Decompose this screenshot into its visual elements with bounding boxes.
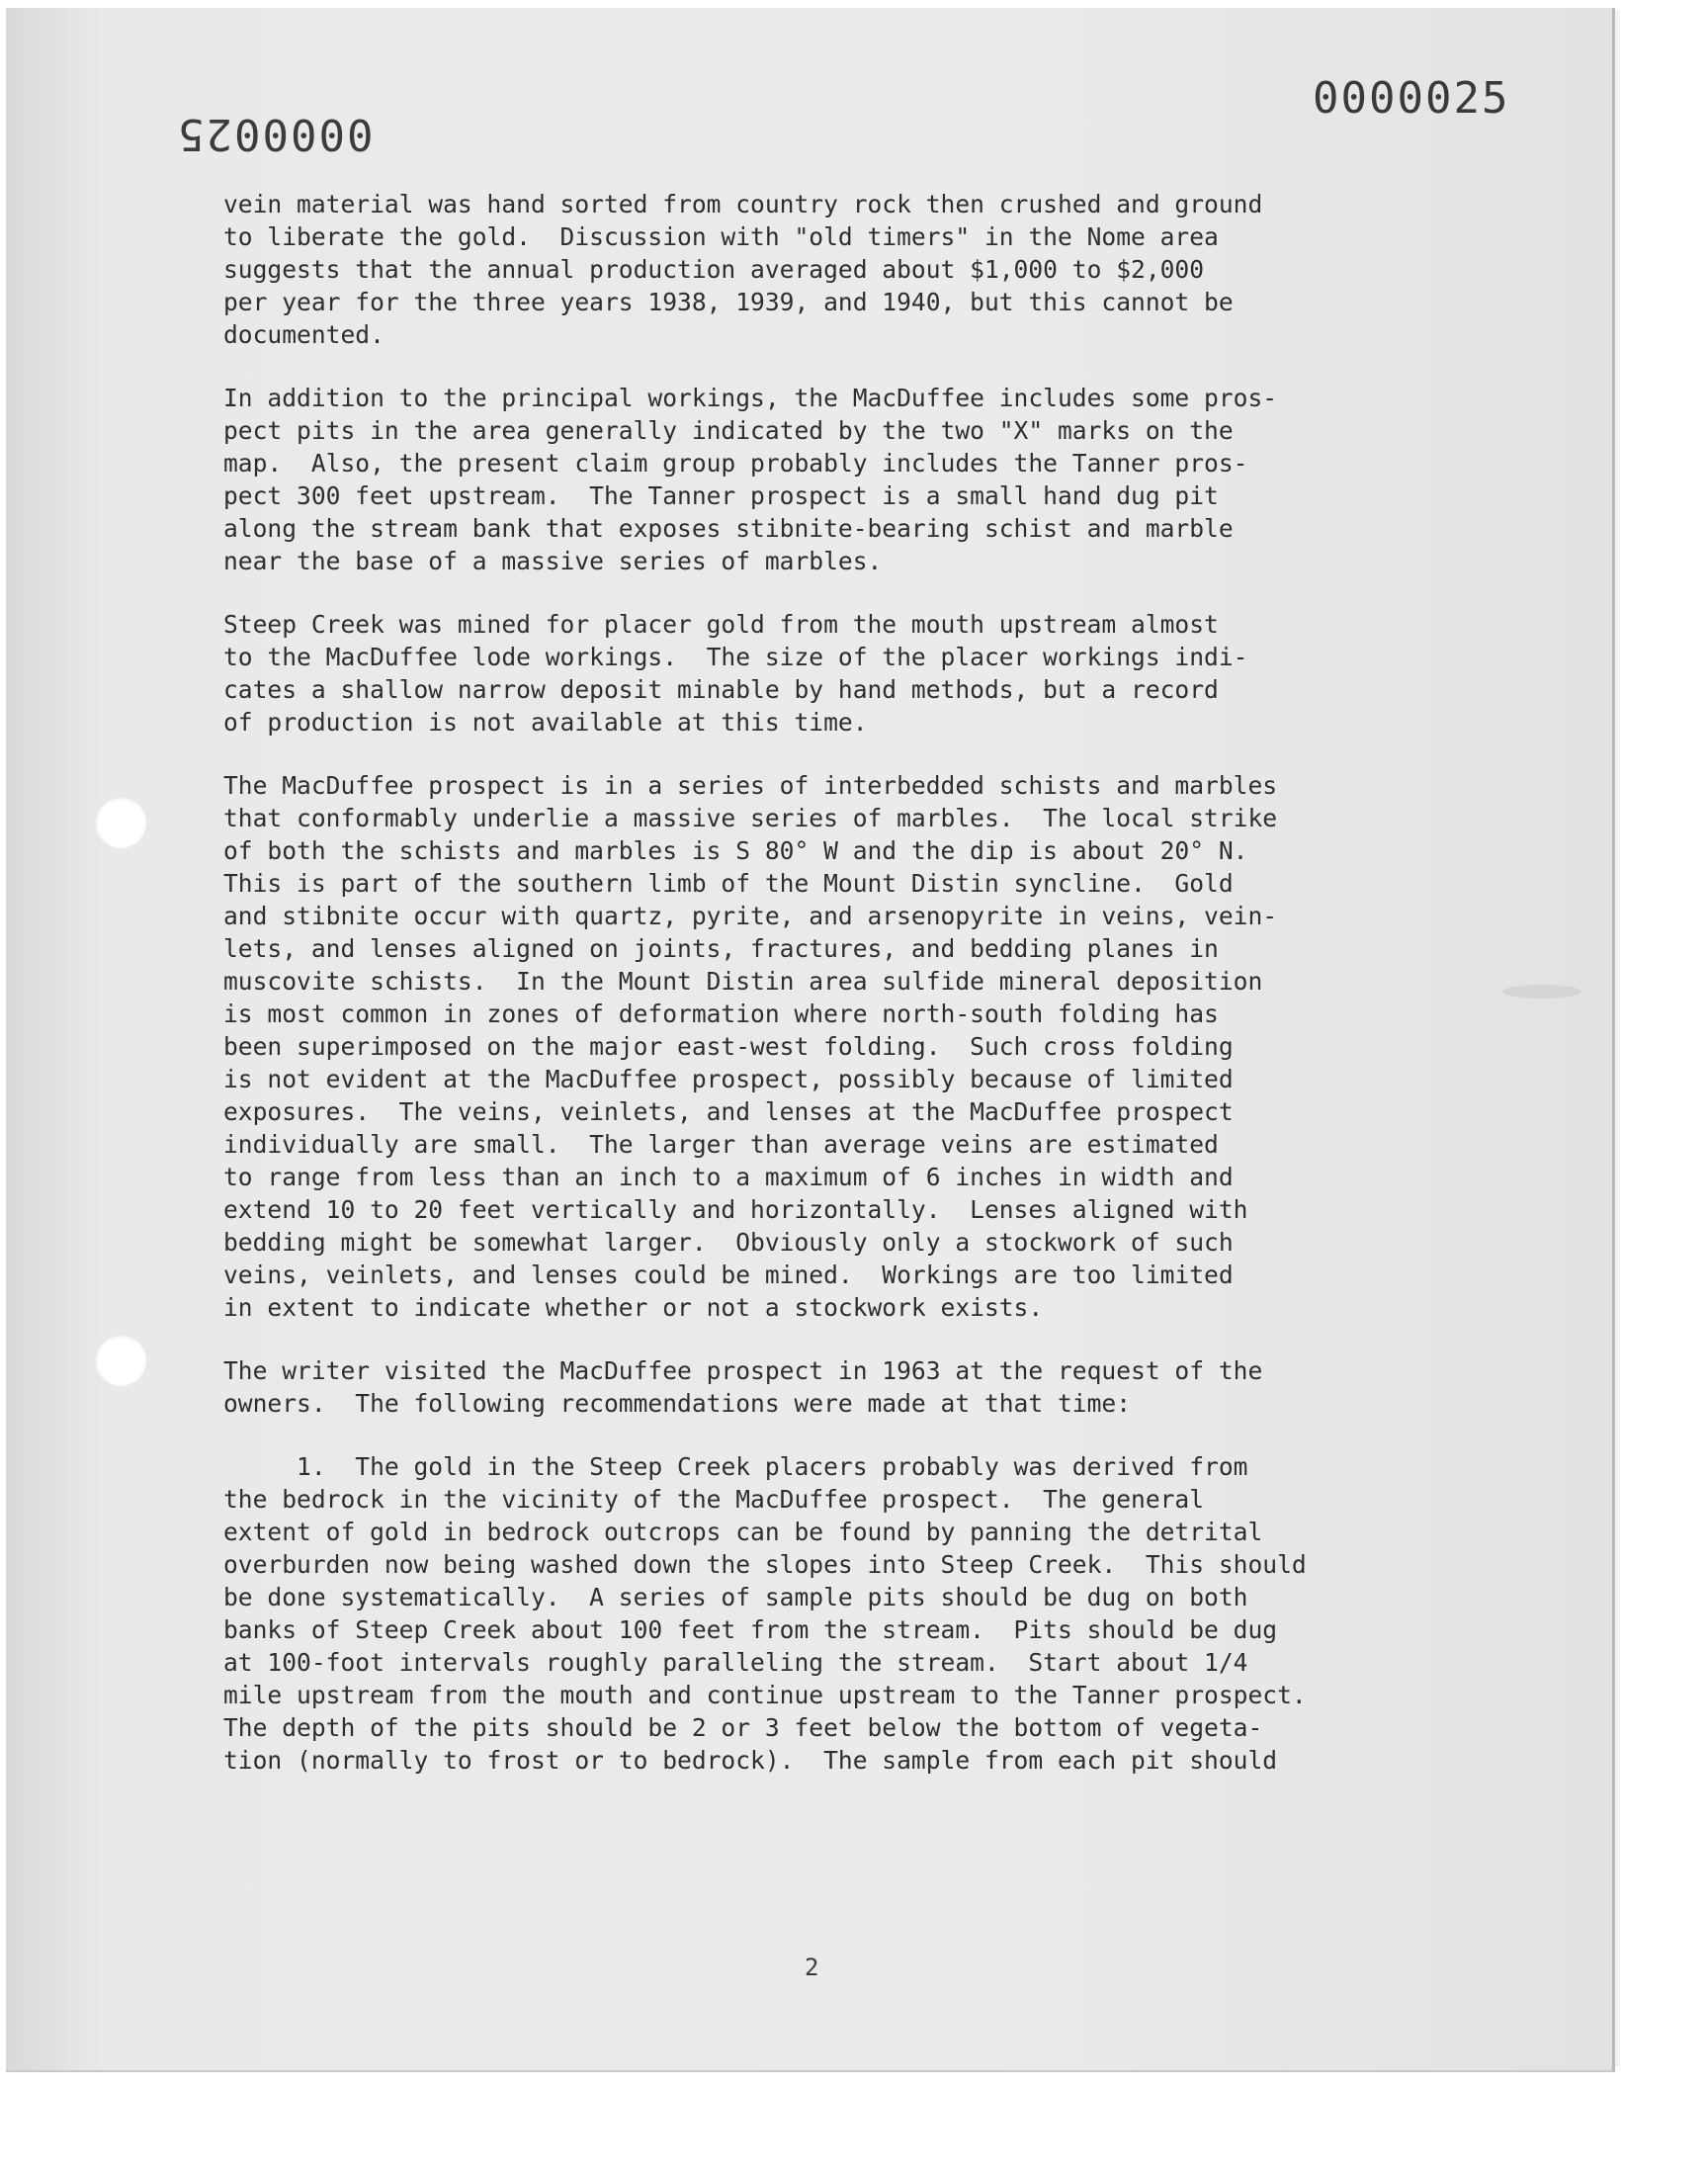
paragraph-gold-production: vein material was hand sorted from country rock then crushed and ground to liberate the gold. Discussion with "old timers" in the Nome area suggests that the annual production averaged about $1,000 to $2,000 per year for the three years 1938, 1939, and 1940, but this cannot be documented. (223, 190, 1263, 349)
body-text (223, 188, 1449, 1807)
document-number: 0000025 (1313, 73, 1510, 124)
paragraph-prospect-pits: In addition to the principal workings, the MacDuffee includes some pros- pect pits in the area generally indicated by the two "X" marks on the map. Also, the present claim group probably includes the Tanner pros- pect 300 feet upstream. The Tanner prospect is a small hand dug pit along the stream bank that exposes stibnite-bearing schist and marble near the base of a massive series of marbles. (223, 384, 1278, 575)
paragraph-visit: The writer visited the MacDuffee prospect in 1963 at the request of the owners. The following recommendations were made at that time: (223, 1356, 1263, 1418)
page-number: 2 (805, 1954, 819, 1981)
paragraph-recommendation-1: 1. The gold in the Steep Creek placers probably was derived from the bedrock in the vicinity of the MacDuffee prospect. The general extent of gold in bedrock outcrops can be found by panning the detrital overburden now being washed down the slopes into Steep Creek. This should be done systematically. A series of sample pits should be dug on both banks of Steep Creek about 100 feet from the stream. Pits should be dug at 100-foot intervals roughly paralleling the stream. Start about 1/4 mile upstream from the mouth and continue upstream to the Tanner prospect. The depth of the pits should be 2 or 3 feet below the bottom of vegeta- tion (normally to frost or to bedrock). The sample from each pit should (223, 1452, 1307, 1775)
scan-smudge (1502, 985, 1581, 999)
document-number-inverted: 0000025 (176, 109, 374, 159)
paragraph-geology: The MacDuffee prospect is in a series of interbedded schists and marbles that conformably underlie a massive series of marbles. The local strike of both the schists and marbles is S 80° W and the dip is about 20° N. This is part of the southern limb of the Mount Distin syncline. Gold and stibnite occur with quartz, pyrite, and arsenopyrite in veins, vein- lets, and lenses aligned on joints, fractures, and bedding planes in muscovite schists. In the Mount Distin area sulfide mineral deposition is most common in zones of deformation where north-south folding has been superimposed on the major east-west folding. Such cross folding is not evident at the MacDuffee prospect, possibly because of limited exposures. The veins, veinlets, and lenses at the MacDuffee prospect individually are small. The larger than average veins are estimated to range from less than an inch to a maximum of 6 inches in width and extend 10 to 20 feet vertically and horizontally. Lenses aligned with bedding might be somewhat larger. Obviously only a stockwork of such veins, veinlets, and lenses could be mined. Workings are too limited in extent to indicate whether or not a stockwork exists. (223, 771, 1278, 1322)
punch-hole-upper (95, 797, 146, 848)
punch-hole-lower (95, 1335, 146, 1386)
paragraph-steep-creek: Steep Creek was mined for placer gold from the mouth upstream almost to the MacDuffee lode workings. The size of the placer workings indi- cates a shallow narrow deposit minable by hand methods, but a record of production is not available at this time. (223, 610, 1248, 737)
